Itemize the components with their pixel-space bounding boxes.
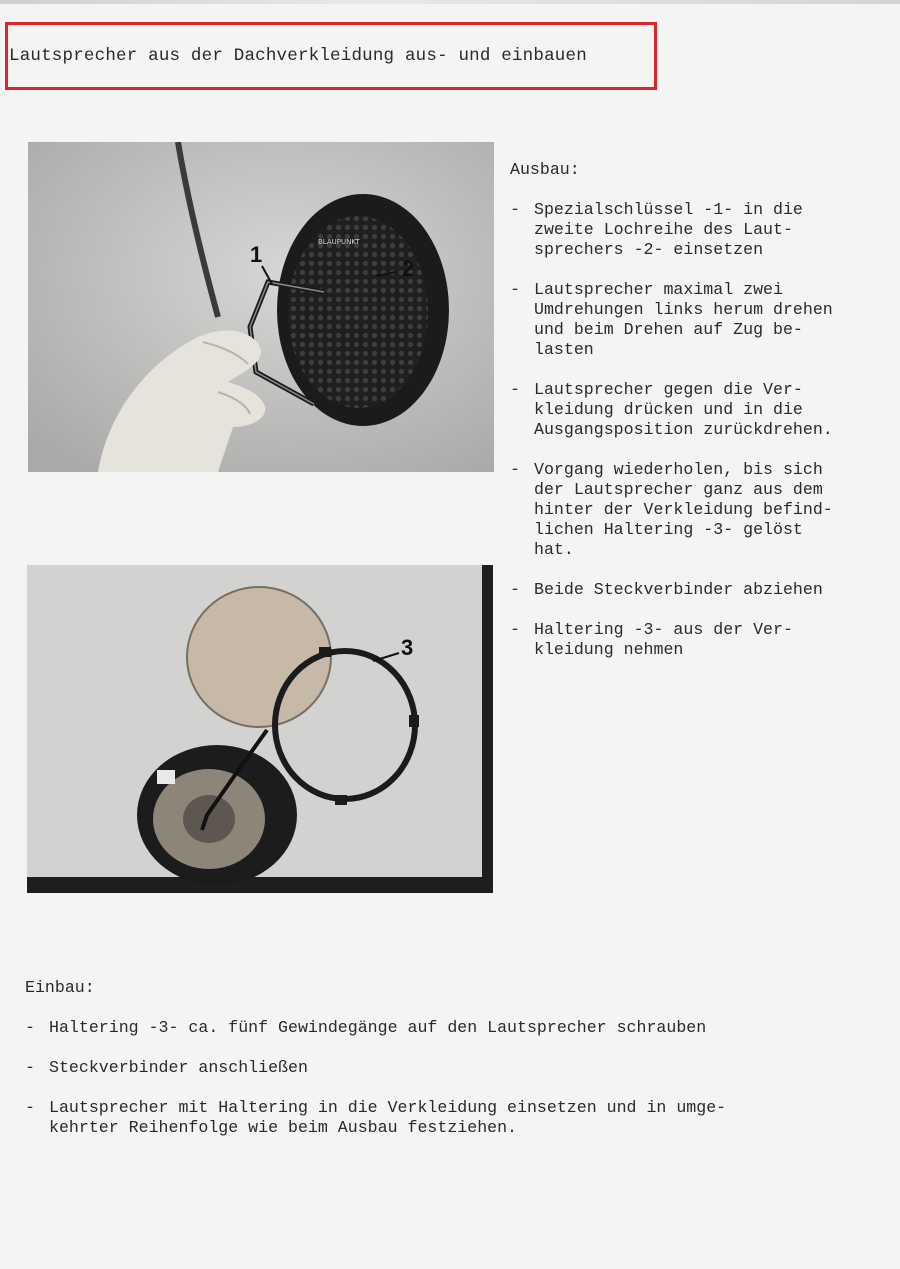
step-line: der Lautsprecher ganz aus dem bbox=[534, 480, 823, 499]
page-title: Lautsprecher aus der Dachverkleidung aus- und einbauen bbox=[9, 46, 587, 66]
installation-instructions bbox=[25, 978, 885, 1158]
speaker-brand-text: BLAUPUNKT bbox=[318, 238, 360, 246]
step-line: lasten bbox=[534, 340, 594, 359]
installation-step-1 bbox=[25, 1018, 885, 1038]
step-line: Steckverbinder anschließen bbox=[49, 1058, 308, 1077]
callout-label-1: 1 bbox=[250, 242, 263, 267]
callout-label-3: 3 bbox=[401, 635, 414, 660]
step-line: kleidung drücken und in die bbox=[534, 400, 803, 419]
step-line: Vorgang wiederholen, bis sich bbox=[534, 460, 823, 479]
figure-speaker-removal-photo bbox=[28, 142, 494, 472]
bullet-dash: - bbox=[25, 1018, 35, 1037]
removal-step-2 bbox=[510, 280, 895, 360]
step-line: sprechers -2- einsetzen bbox=[534, 240, 764, 259]
installation-step-2 bbox=[25, 1058, 885, 1078]
removal-instructions bbox=[510, 160, 895, 680]
top-edge-rule bbox=[0, 0, 900, 4]
removal-step-6 bbox=[510, 620, 895, 660]
removal-step-5 bbox=[510, 580, 895, 600]
installation-heading: Einbau: bbox=[25, 978, 95, 997]
step-line: Beide Steckverbinder abziehen bbox=[534, 580, 823, 599]
retaining-ring-illustration bbox=[27, 565, 493, 893]
bullet-dash: - bbox=[510, 580, 520, 599]
step-line: kehrter Reihenfolge wie beim Ausbau festziehen. bbox=[49, 1118, 518, 1137]
bullet-dash: - bbox=[25, 1058, 35, 1077]
speaker-key-illustration bbox=[28, 142, 494, 472]
step-line: Ausgangsposition zurückdrehen. bbox=[534, 420, 833, 439]
bullet-dash: - bbox=[510, 380, 520, 399]
bullet-dash: - bbox=[25, 1098, 35, 1117]
step-line: zweite Lochreihe des Laut- bbox=[534, 220, 793, 239]
step-line: Haltering -3- aus der Ver- bbox=[534, 620, 793, 639]
bullet-dash: - bbox=[510, 200, 520, 219]
removal-step-4 bbox=[510, 460, 895, 560]
step-line: Haltering -3- ca. fünf Gewindegänge auf den Lautsprecher schrauben bbox=[49, 1018, 707, 1037]
callout-label-2: 2 bbox=[402, 256, 415, 281]
step-line: lichen Haltering -3- gelöst bbox=[534, 520, 803, 539]
step-line: Lautsprecher mit Haltering in die Verkleidung einsetzen und in umge- bbox=[49, 1098, 727, 1117]
removal-step-3 bbox=[510, 380, 895, 440]
step-line: Spezialschlüssel -1- in die bbox=[534, 200, 803, 219]
installation-step-3 bbox=[25, 1098, 885, 1138]
step-line: hinter der Verkleidung befind- bbox=[534, 500, 833, 519]
figure-retaining-ring-photo bbox=[27, 565, 493, 893]
step-line: Lautsprecher maximal zwei bbox=[534, 280, 783, 299]
step-line: Lautsprecher gegen die Ver- bbox=[534, 380, 803, 399]
step-line: kleidung nehmen bbox=[534, 640, 684, 659]
removal-heading: Ausbau: bbox=[510, 160, 580, 179]
step-line: Umdrehungen links herum drehen bbox=[534, 300, 833, 319]
removal-step-1 bbox=[510, 200, 895, 260]
bullet-dash: - bbox=[510, 620, 520, 639]
bullet-dash: - bbox=[510, 460, 520, 479]
step-line: hat. bbox=[534, 540, 574, 559]
bullet-dash: - bbox=[510, 280, 520, 299]
step-line: und beim Drehen auf Zug be- bbox=[534, 320, 803, 339]
